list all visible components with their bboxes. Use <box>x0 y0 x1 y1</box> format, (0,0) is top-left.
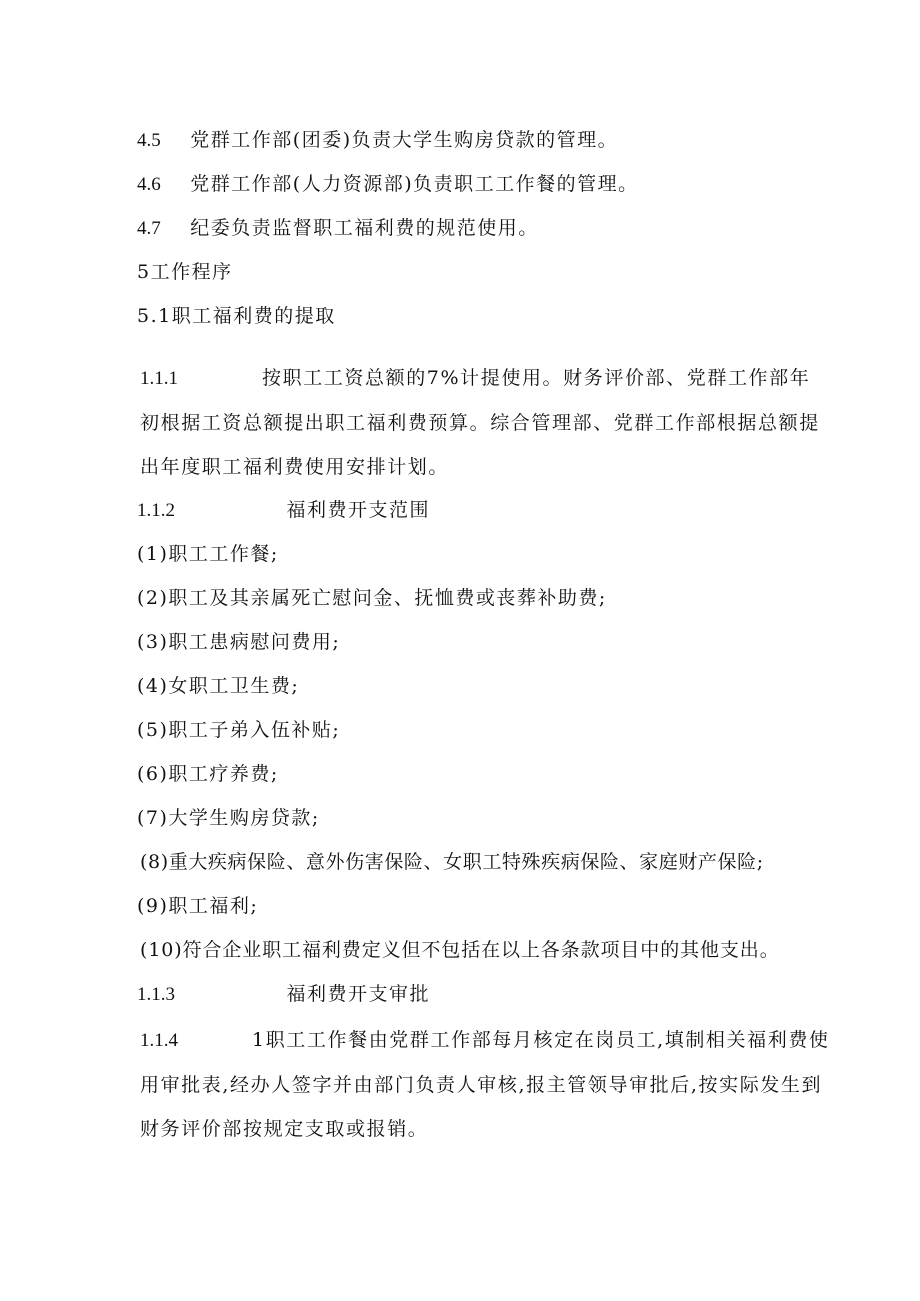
list-item: (1)职工工作餐; <box>137 543 279 565</box>
list-item: (7)大学生购房贷款; <box>137 807 320 829</box>
paragraph-1-1-1 <box>140 356 830 489</box>
paragraph-1-1-4 <box>140 1018 830 1151</box>
paragraph-text: 按职工工资总额的7%计提使用。财务评价部、党群工作部年初根据工资总额提出职工福利费预算。综合管理部、党群工作部根据总额提出年度职工福利费使用安排计划。 <box>140 367 820 478</box>
list-item: (8)重大疾病保险、意外伤害保险、女职工特殊疾病保险、家庭财产保险; <box>140 851 764 873</box>
item-number: 4.5 <box>137 130 161 151</box>
paragraph-text: 福利费开支范围 <box>286 499 431 521</box>
list-item: (5)职工子弟入伍补贴; <box>137 719 341 741</box>
paragraph-number: 1.1.4 <box>140 1030 178 1051</box>
item-text: 纪委负责监督职工福利费的规范使用。 <box>190 217 539 239</box>
section-5-heading: 5工作程序 <box>137 261 233 283</box>
paragraph-number: 1.1.1 <box>140 368 178 389</box>
paragraph-1-1-3 <box>137 981 430 1008</box>
paragraph-1-1-2 <box>137 497 430 524</box>
paragraph-text: 1职工工作餐由党群工作部每月核定在岗员工,填制相关福利费使用审批表,经办人签字并由部门负责人审核,报主管领导审批后,按实际发生到财务评价部按规定支取或报销。 <box>140 1029 830 1140</box>
list-item: (4)女职工卫生费; <box>137 675 300 697</box>
item-4-7 <box>137 215 539 242</box>
item-4-5 <box>137 127 618 154</box>
paragraph-number: 1.1.3 <box>137 984 175 1005</box>
list-item: (3)职工患病慰问费用; <box>137 631 341 653</box>
item-number: 4.6 <box>137 174 161 195</box>
list-item: (9)职工福利; <box>137 895 259 917</box>
section-5-1-heading: 5.1职工福利费的提取 <box>137 305 336 327</box>
list-item: (2)职工及其亲属死亡慰问金、抚恤费或丧葬补助费; <box>137 587 607 609</box>
list-item: (10)符合企业职工福利费定义但不包括在以上各条款项目中的其他支出。 <box>140 939 780 961</box>
item-text: 党群工作部(人力资源部)负责职工工作餐的管理。 <box>190 173 639 195</box>
paragraph-text: 福利费开支审批 <box>286 983 431 1005</box>
list-item: (6)职工疗养费; <box>137 763 279 785</box>
item-text: 党群工作部(团委)负责大学生购房贷款的管理。 <box>190 129 619 151</box>
paragraph-number: 1.1.2 <box>137 500 175 521</box>
item-number: 4.7 <box>137 218 161 239</box>
item-4-6 <box>137 171 639 198</box>
